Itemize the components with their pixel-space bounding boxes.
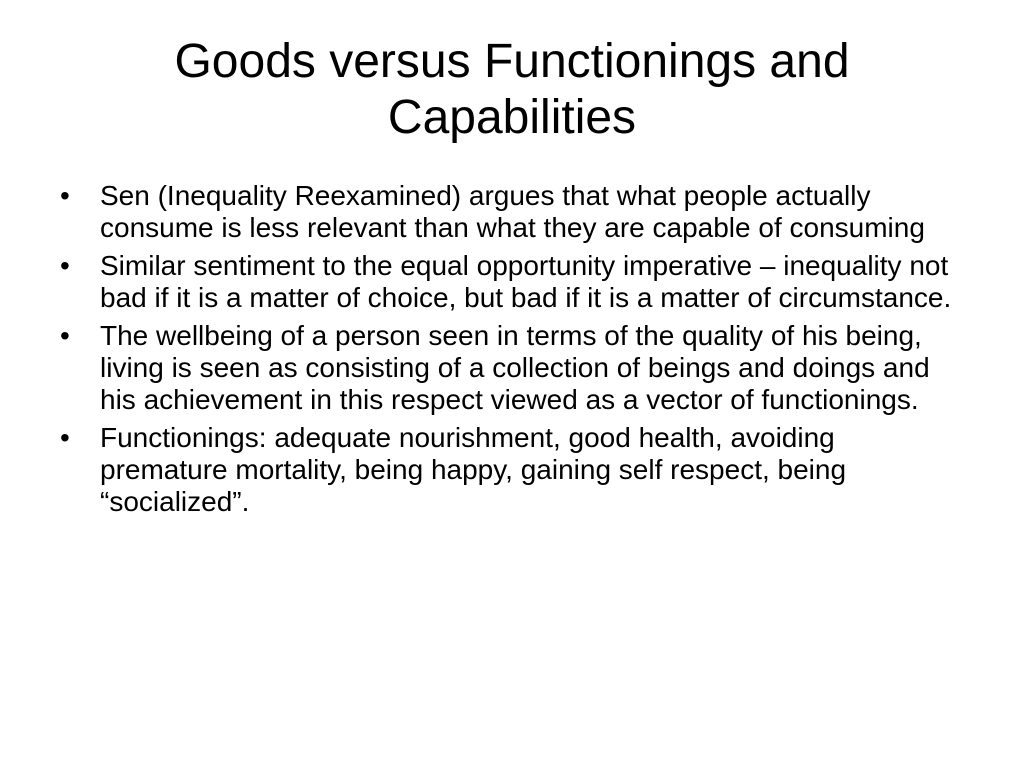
slide-title: Goods versus Functionings and Capabilities [174, 35, 850, 144]
bullet-text: Similar sentiment to the equal opportunity imperative – inequality not bad if it is a matter of choice, but bad if it is a matter of circumstance. [100, 250, 952, 313]
bullet-marker: • [60, 422, 70, 453]
bullet-item [56, 250, 968, 314]
bullet-marker: • [60, 180, 70, 211]
bullet-text: Sen (Inequality Reexamined) argues that what people actually consume is less relevant than what they are capable of consuming [100, 180, 925, 243]
bullet-item [56, 180, 968, 244]
bullet-text: The wellbeing of a person seen in terms of the quality of his being, living is seen as consisting of a collection of beings and doings and his achievement in this respect viewed as a vector of functionings. [100, 320, 930, 415]
bullet-item [56, 320, 968, 416]
bullet-item [56, 422, 968, 518]
bullet-text: Functionings: adequate nourishment, good health, avoiding premature mortality, being happy, gaining self respect, being “socialized”. [100, 422, 847, 517]
bullet-list [56, 180, 968, 524]
bullet-marker: • [60, 320, 70, 351]
bullet-marker: • [60, 250, 70, 281]
